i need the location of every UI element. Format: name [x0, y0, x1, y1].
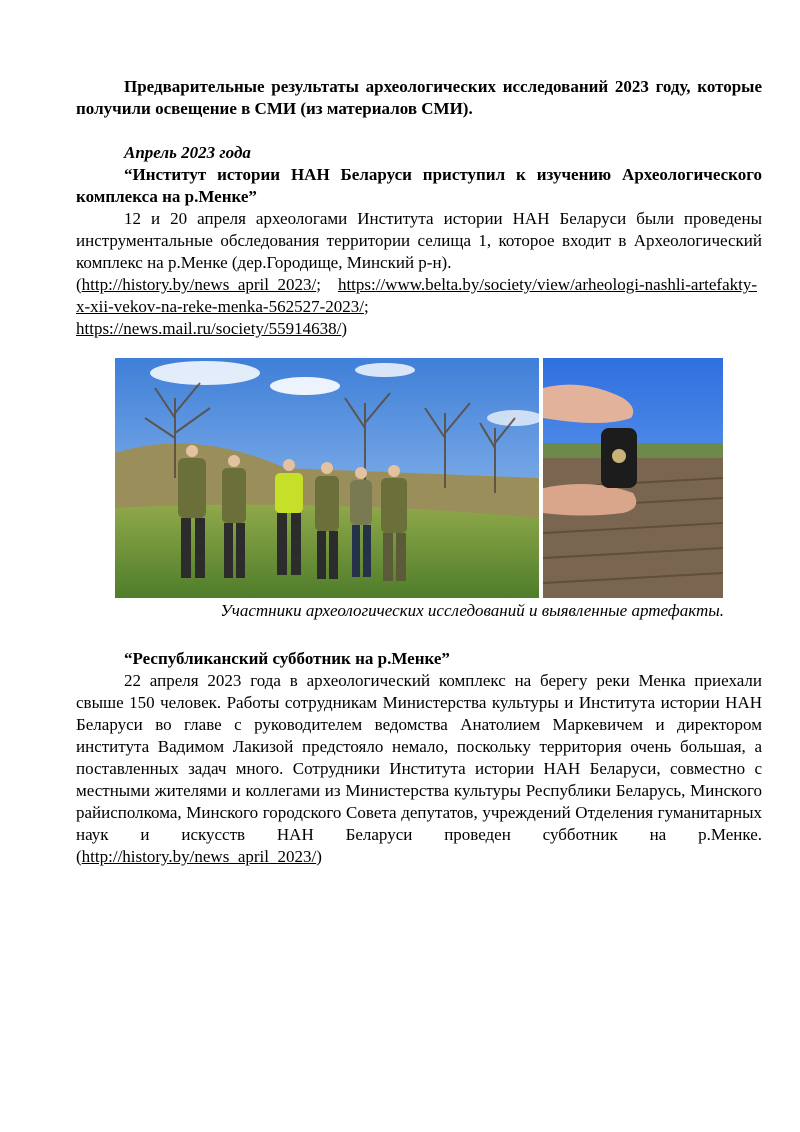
news-heading-1: “Институт истории НАН Беларуси приступил к изучению Археологического комплекса на р.Менке”: [76, 165, 762, 206]
mail-news-link[interactable]: https://news.mail.ru/society/55914638/: [76, 319, 342, 338]
intro-heading: Предварительные результаты археологических исследований 2023 году, которые получили освещение в СМИ (из материалов СМИ).: [76, 77, 762, 118]
news-heading-2: “Республиканский субботник на р.Менке”: [124, 649, 450, 668]
history-link[interactable]: http://history.by/news_april_2023/: [81, 275, 317, 294]
links-separator: ;: [363, 297, 369, 316]
photo-figure: [76, 358, 762, 598]
links-close-paren: ): [341, 319, 348, 338]
link-close-paren: ): [316, 847, 322, 866]
figure-caption: Участники археологических исследований и выявленные артефакты.: [220, 601, 724, 620]
document-page: [76, 76, 762, 868]
source-links: [76, 274, 762, 340]
link-open-paren: (: [76, 847, 82, 866]
month-label: Апрель 2023 года: [124, 143, 251, 162]
news-body-2: [76, 670, 762, 868]
group-photo: [115, 358, 539, 598]
links-open-paren: (: [76, 275, 82, 294]
news-body-1: 12 и 20 апреля археологами Института истории НАН Беларуси были проведены инструментальные обследования территории селища 1, которое входит в Археологический комплекс на р.Менке (дер.Городище, Минский р-н).: [76, 209, 762, 272]
news-body-2-text: 22 апреля 2023 года в археологический комплекс на берегу реки Менка приехали свыше 150 человек. Работы сотрудникам Министерства культуры и Института истории НАН Беларуси во главе с руководителем ведомства Анатолием Маркевичем и директором института Вадимом Лакизой предстояло немало, поскольку территория очень большая, а поставленных задач много. Сотрудники Института истории НАН Беларуси, совместно с местными жителями и коллегами из Министерства культуры Республики Беларусь, Минского райисполкома, Минского городского Совета депутатов, учреждений Отделения гуманитарных наук и искусств НАН Беларуси проведен субботник на р.Менке.: [76, 671, 762, 844]
links-separator: ;: [316, 275, 338, 294]
artifact-photo: [543, 358, 723, 598]
belta-link[interactable]: https://www.belta.by/society/view/arheologi-nashli-artefakty-x-xii-vekov-na-reke-menka-562527-2023/: [76, 275, 757, 316]
history-link-2[interactable]: http://history.by/news_april_2023/: [81, 847, 317, 866]
